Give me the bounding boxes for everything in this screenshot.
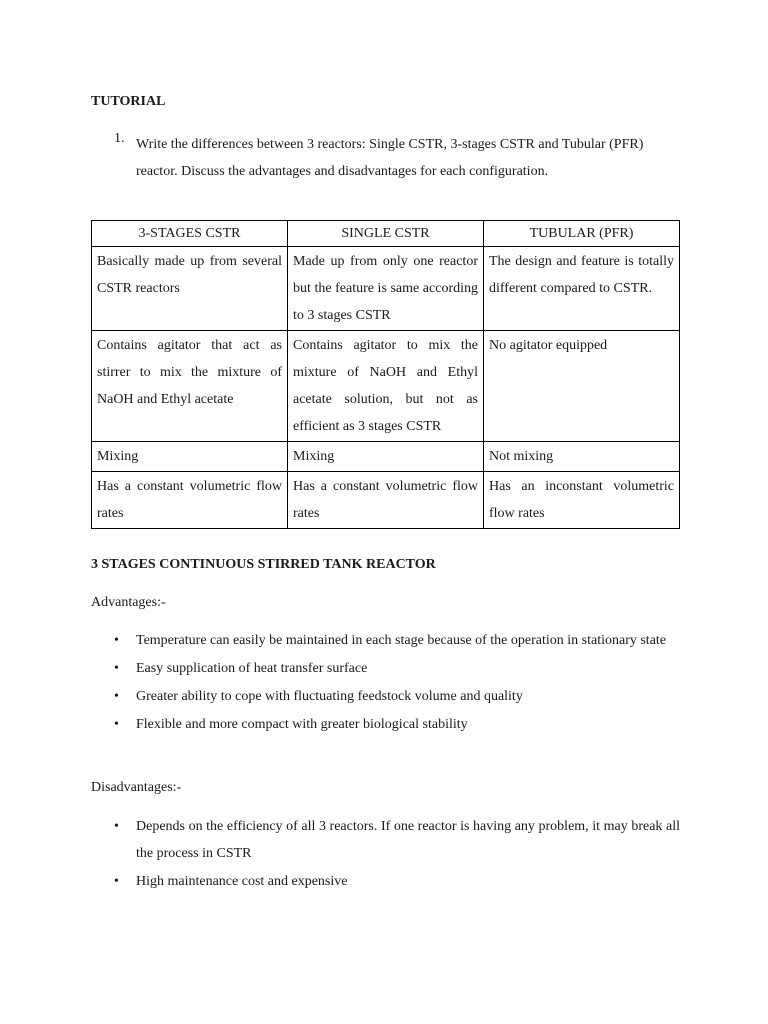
list-item [110, 813, 680, 867]
table-cell: The design and feature is totally different compared to CSTR. [484, 247, 680, 331]
column-header: TUBULAR (PFR) [484, 221, 680, 247]
table-row [92, 472, 680, 529]
list-item [110, 627, 680, 654]
list-item-text: Flexible and more compact with greater biological stability [136, 717, 468, 732]
table-cell: Mixing [288, 442, 484, 472]
table-cell: Made up from only one reactor but the feature is same according to 3 stages CSTR [288, 247, 484, 331]
bullet-icon: • [114, 661, 119, 676]
list-item-text: Depends on the efficiency of all 3 reactors. If one reactor is having any problem, it may break all the process in CSTR [136, 819, 680, 861]
list-item [110, 711, 680, 738]
table-cell: Has an inconstant volumetric flow rates [484, 472, 680, 529]
table-cell: Contains agitator that act as stirrer to mix the mixture of NaOH and Ethyl acetate [92, 331, 288, 442]
question-number: 1. [114, 131, 125, 146]
comparison-table [91, 220, 680, 529]
table-cell: Mixing [92, 442, 288, 472]
bullet-icon: • [114, 717, 119, 732]
list-item [110, 683, 680, 710]
table-cell: Has a constant volumetric flow rates [288, 472, 484, 529]
disadvantages-label: Disadvantages:- [91, 780, 182, 795]
column-header: SINGLE CSTR [288, 221, 484, 247]
table-cell: Has a constant volumetric flow rates [92, 472, 288, 529]
bullet-icon: • [114, 633, 119, 648]
list-item-text: Temperature can easily be maintained in each stage because of the operation in stationary state [136, 633, 667, 648]
bullet-icon: • [114, 874, 119, 889]
column-header: 3-STAGES CSTR [92, 221, 288, 247]
table-cell: No agitator equipped [484, 331, 680, 442]
bullet-icon: • [114, 689, 119, 704]
advantages-label: Advantages:- [91, 595, 166, 610]
table-header-row [92, 221, 680, 247]
list-item-text: Easy supplication of heat transfer surface [136, 661, 368, 676]
bullet-icon: • [114, 819, 119, 834]
table-cell: Basically made up from several CSTR reactors [92, 247, 288, 331]
section-heading: 3 STAGES CONTINUOUS STIRRED TANK REACTOR [91, 557, 436, 572]
table-cell: Not mixing [484, 442, 680, 472]
list-item-text: Greater ability to cope with fluctuating feedstock volume and quality [136, 689, 523, 704]
disadvantages-list [110, 813, 680, 896]
list-item [110, 655, 680, 682]
question-text: Write the differences between 3 reactors: Single CSTR, 3-stages CSTR and Tubular (PFR) reactor. Discuss the advantages and disadvantages for each configuration. [136, 137, 644, 179]
list-item [110, 868, 680, 895]
page-title: TUTORIAL [91, 94, 166, 109]
table-cell: Contains agitator to mix the mixture of NaOH and Ethyl acetate solution, but not as efficient as 3 stages CSTR [288, 331, 484, 442]
advantages-list [110, 627, 680, 739]
table-row [92, 247, 680, 331]
table-row [92, 442, 680, 472]
table-row [92, 331, 680, 442]
list-item-text: High maintenance cost and expensive [136, 874, 348, 889]
